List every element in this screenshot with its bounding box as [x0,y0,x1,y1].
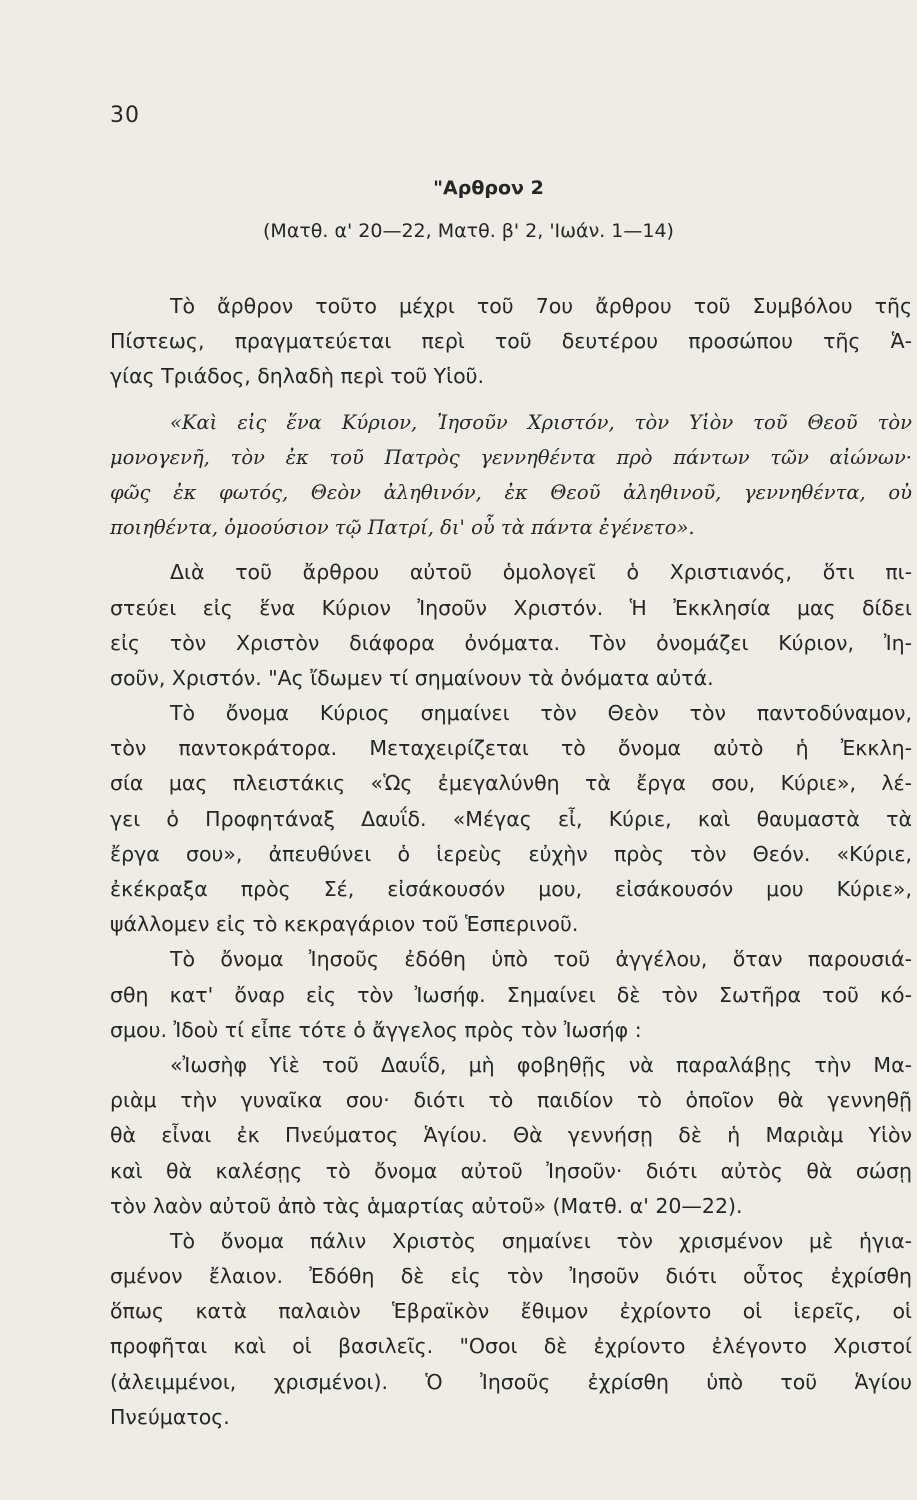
text-line: ὅπως κατὰ παλαιὸν Ἑβραϊκὸν ἔθιμον ἐχρίοντο οἱ ἱερεῖς, οἱ [110,1299,912,1324]
text-line: σοῦν, Χριστόν. "Ας ἴδωμεν τί σημαίνουν τὰ ὀνόματα αὐτά. [110,665,714,690]
article-title: "Αρθρον 2 [433,177,544,199]
text-line: Τὸ ἄρθρον τοῦτο μέχρι τοῦ 7ου ἄρθρου τοῦ Συμβόλου τῆς [170,294,912,318]
paragraph [110,289,912,395]
body-text [110,289,912,1435]
text-line: (ἀλειμμένοι, χρισμένοι). Ὁ Ἰησοῦς ἐχρίσθη ὑπὸ τοῦ Ἁγίου [110,1369,912,1394]
paragraph [110,1224,912,1435]
text-line: προφῆται καὶ οἱ βασιλεῖς. "Οσοι δὲ ἐχρίοντο ἐλέγοντο Χριστοί [110,1334,912,1359]
text-line: Πνεύματος. [110,1404,230,1429]
text-line: θὰ εἶναι ἐκ Πνεύματος Ἁγίου. Θὰ γεννήσῃ δὲ ἡ Μαριὰμ Υἱὸν [110,1123,912,1148]
text-line: Τὸ ὄνομα Ἰησοῦς ἐδόθη ὑπὸ τοῦ ἀγγέλου, ὅταν παρουσιά- [170,947,912,972]
text-line: τὸν λαὸν αὐτοῦ ἀπὸ τὰς ἁμαρτίας αὐτοῦ» (Ματθ. α' 20—22). [110,1193,743,1218]
paragraph [110,555,912,696]
text-line: σμένον ἔλαιον. Ἐδόθη δὲ εἰς τὸν Ἰησοῦν διότι οὗτος ἐχρίσθη [110,1264,912,1289]
page-number: 30 [110,103,140,128]
text-line: καὶ θὰ καλέσῃς τὸ ὄνομα αὐτοῦ Ἰησοῦν· διότι αὐτὸς θὰ σώσῃ [110,1158,912,1183]
paragraph [110,1048,912,1224]
text-line: ριὰμ τὴν γυναῖκα σου· διότι τὸ παιδίον τὸ ὁποῖον θὰ γεννηθῇ [110,1088,912,1113]
paragraph [110,405,912,546]
text-line: γει ὁ Προφητάναξ Δαυΐδ. «Μέγας εἶ, Κύριε, καὶ θαυμαστὰ τὰ [110,806,912,831]
text-line: ἔργα σου», ἀπευθύνει ὁ ἱερεὺς εὐχὴν πρὸς τὸν Θεόν. «Κύριε, [110,841,912,866]
text-line: τὸν παντοκράτορα. Μεταχειρίζεται τὸ ὄνομα αὐτὸ ἡ Ἐκκλη- [110,736,912,761]
text-line: Διὰ τοῦ ἄρθρου αὐτοῦ ὁμολογεῖ ὁ Χριστιανός, ὅτι πι- [170,560,912,585]
scripture-references: (Ματθ. α' 20—22, Ματθ. β' 2, 'Ιωάν. 1—14) [263,220,674,242]
text-line: Τὸ ὄνομα Κύριος σημαίνει τὸν Θεὸν τὸν παντοδύναμον, [170,701,912,726]
text-line: φῶς ἐκ φωτός, Θεὸν ἀληθινόν, ἐκ Θεοῦ ἀληθινοῦ, γεννηθέντα, οὐ [110,480,912,504]
text-line: «Καὶ εἰς ἕνα Κύριον, Ἰησοῦν Χριστόν, τὸν Υἱὸν τοῦ Θεοῦ τὸν [170,410,912,434]
paragraph [110,942,912,1048]
text-line: σθη κατ' ὄναρ εἰς τὸν Ἰωσήφ. Σημαίνει δὲ τὸν Σωτῆρα τοῦ κό- [110,982,912,1007]
text-line: Τὸ ὄνομα πάλιν Χριστὸς σημαίνει τὸν χρισμένον μὲ ἡγια- [170,1228,912,1253]
text-line: γίας Τριάδος, δηλαδὴ περὶ τοῦ Υἱοῦ. [110,364,485,389]
text-line: ποιηθέντα, ὁμοούσιον τῷ Πατρί, δι' οὗ τὰ πάντα ἐγένετο». [110,516,695,540]
paragraph [110,696,912,942]
text-line: μονογενῆ, τὸν ἐκ τοῦ Πατρὸς γεννηθέντα πρὸ πάντων τῶν αἰώνων· [110,445,912,469]
text-line: ψάλλομεν εἰς τὸ κεκραγάριον τοῦ Ἑσπερινοῦ. [110,912,579,937]
text-line: Πίστεως, πραγματεύεται περὶ τοῦ δευτέρου προσώπου τῆς Ἁ- [110,329,912,354]
text-line: στεύει εἰς ἕνα Κύριον Ἰησοῦν Χριστόν. Ἡ Ἐκκλησία μας δίδει [110,595,912,620]
text-line: ἐκέκραξα πρὸς Σέ, εἰσάκουσόν μου, εἰσάκουσόν μου Κύριε», [110,877,912,901]
text-line: «Ἰωσὴφ Υἱὲ τοῦ Δαυΐδ, μὴ φοβηθῇς νὰ παραλάβῃς τὴν Μα- [170,1052,912,1077]
text-line: σμου. Ἰδοὺ τί εἶπε τότε ὁ ἄγγελος πρὸς τὸν Ἰωσήφ : [110,1017,642,1042]
text-line: σία μας πλειστάκις «Ὡς ἐμεγαλύνθη τὰ ἔργα σου, Κύριε», λέ- [110,771,912,796]
text-line: εἰς τὸν Χριστὸν διάφορα ὀνόματα. Τὸν ὀνομάζει Κύριον, Ἰη- [110,630,912,655]
